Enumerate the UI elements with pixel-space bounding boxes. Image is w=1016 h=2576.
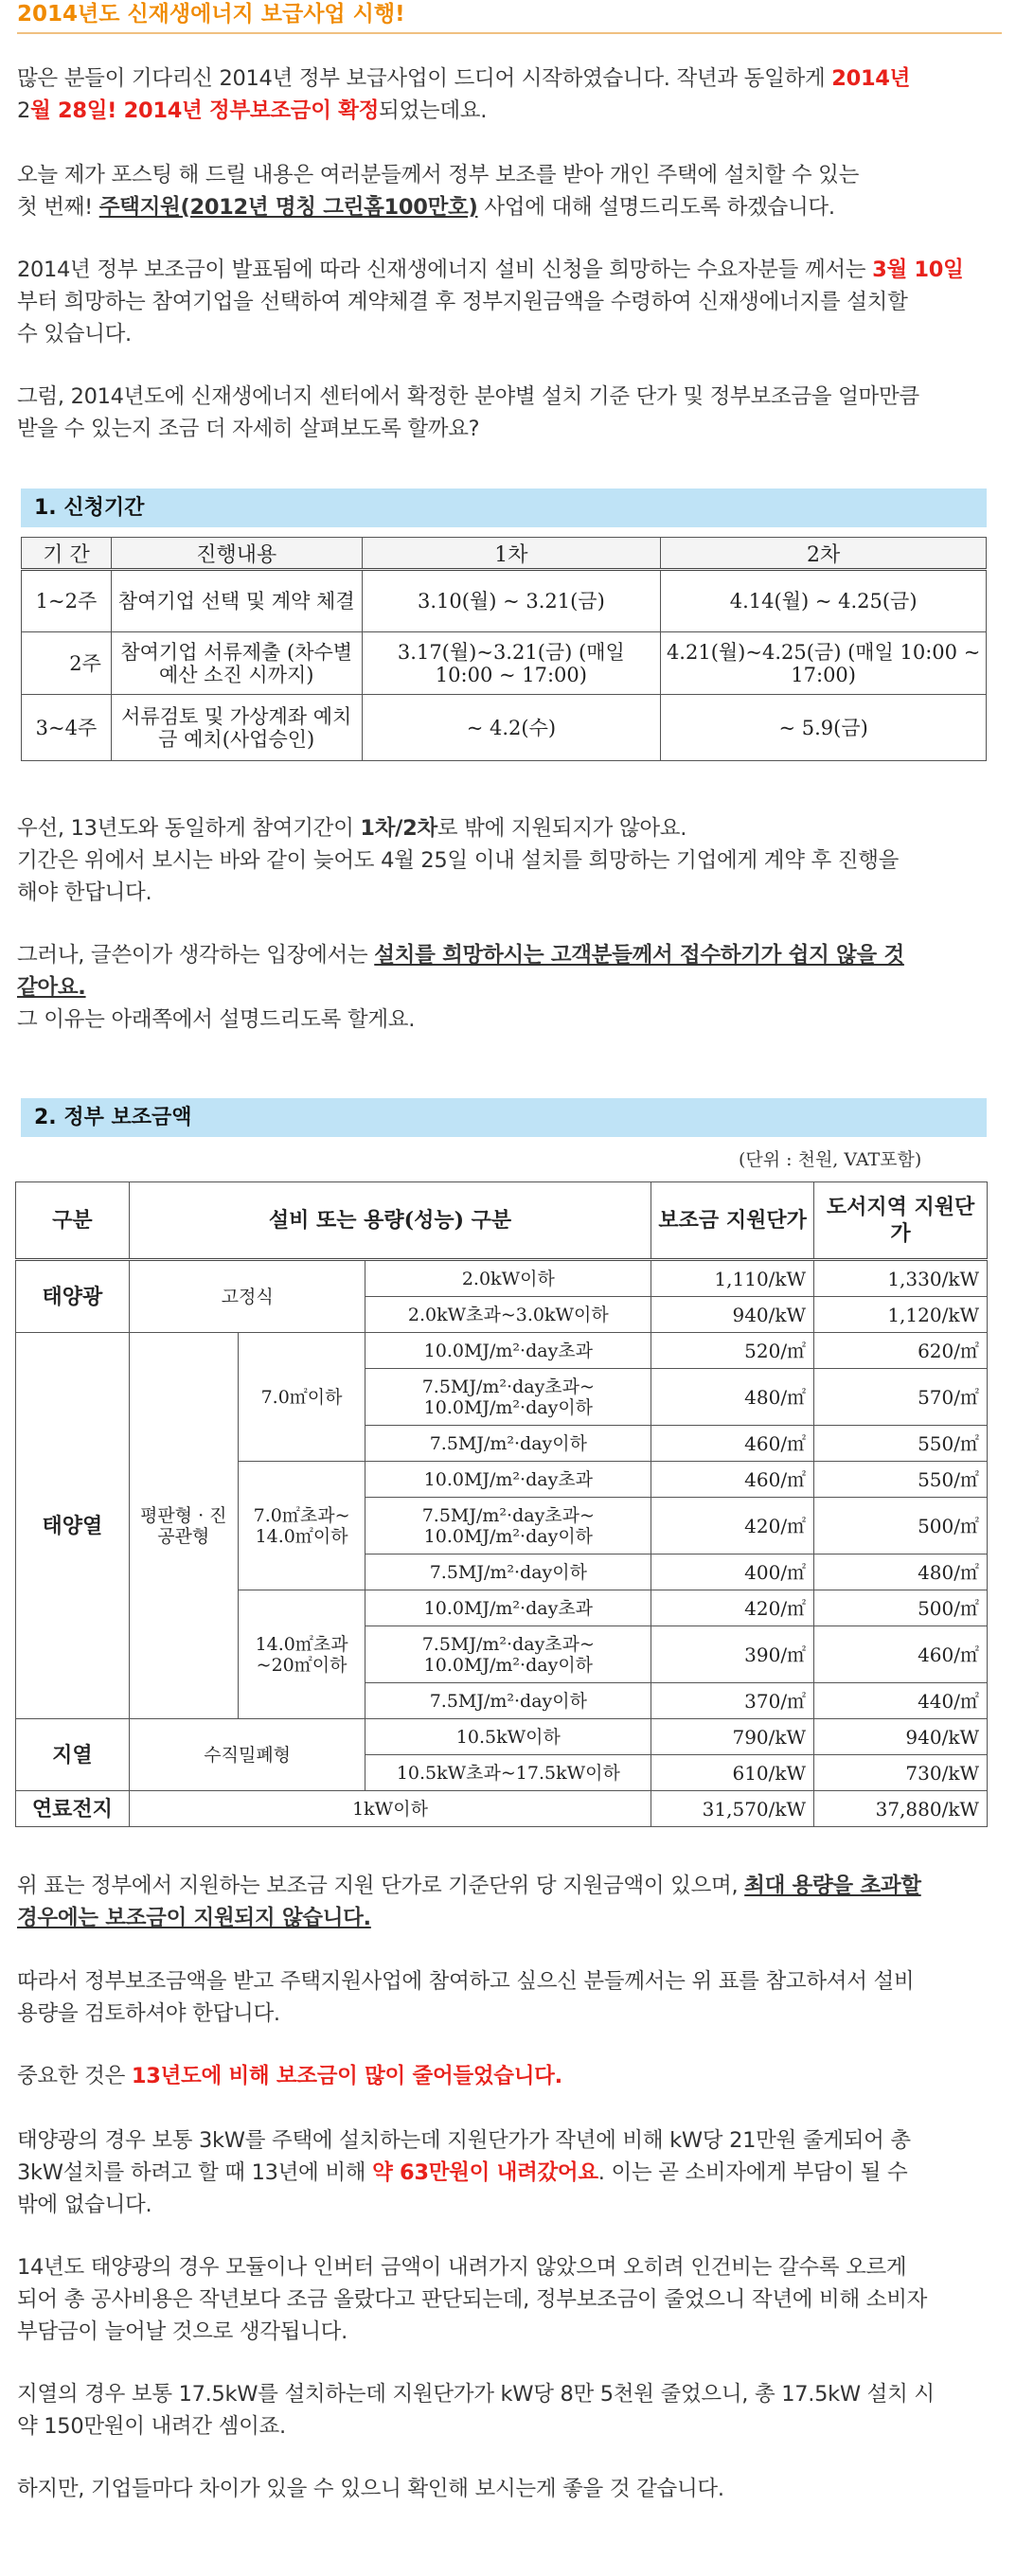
price-cell: 370/㎡ [651, 1683, 814, 1719]
table-row [22, 695, 987, 761]
area-cell: 7.0㎡초과~ 14.0㎡이하 [238, 1462, 365, 1590]
text: 첫 번째! [17, 195, 99, 220]
col-header: 보조금 지원단가 [651, 1182, 814, 1260]
capacity-cell: 7.5MJ/m²·day이하 [365, 1554, 651, 1590]
text: 사업에 대해 설명드리도록 하겠습니다. [477, 195, 835, 220]
content-cell: 서류검토 및 가상계좌 예치금 예치(사업승인) [111, 695, 362, 761]
category-cell: 연료전지 [16, 1791, 130, 1827]
text: 되었는데요. [379, 98, 488, 123]
island-price-cell: 570/㎡ [814, 1369, 988, 1426]
island-price-cell: 730/kW [814, 1755, 988, 1791]
text: 부터 희망하는 참여기업을 선택하여 계약체결 후 정부지원금액을 수령하여 신재생에너지를 설치할 [17, 290, 908, 314]
price-cell: 790/kW [651, 1719, 814, 1755]
price-cell: 400/㎡ [651, 1554, 814, 1590]
island-price-cell: 480/㎡ [814, 1554, 988, 1590]
intro-paragraph-2 [17, 159, 997, 223]
category-cell: 지열 [16, 1719, 130, 1791]
price-cell: 520/㎡ [651, 1333, 814, 1369]
post-title: 2014년도 신재생에너지 보급사업 시행! [17, 0, 1002, 34]
highlight-text: 3월 10일 [872, 258, 964, 282]
text: 용량을 검토하셔야 한답니다. [17, 2001, 280, 2026]
capacity-cell: 7.5MJ/m²·day이하 [365, 1683, 651, 1719]
table-header-row [16, 1182, 988, 1260]
capacity-cell: 7.5MJ/m²·day초과~ 10.0MJ/m²·day이하 [365, 1498, 651, 1554]
text: 로 밖에 지원되지가 않아요. [437, 816, 687, 841]
text: 14년도 태양광의 경우 모듈이나 인버터 금액이 내려가지 않았으며 오히려 인건비는 갈수록 오르게 [17, 2255, 907, 2280]
period-cell: 1~2주 [22, 570, 112, 632]
text: 중요한 것은 [17, 2064, 132, 2088]
text: 그럼, 2014년도에 신재생에너지 센터에서 확정한 분야별 설치 기준 단가 및 정부보조금을 얼마만큼 [17, 384, 919, 409]
text: 2 [17, 98, 31, 123]
island-price-cell: 37,880/kW [814, 1791, 988, 1827]
period-paragraph-1 [17, 812, 997, 909]
text: 우선, 13년도와 동일하게 참여기간이 [17, 816, 361, 841]
col-header: 기 간 [22, 538, 112, 570]
underlined-text: 설치를 희망하시는 고객분들께서 접수하기가 쉽지 않을 것 [374, 943, 904, 968]
highlight-text: 월 28일! 2014년 정부보조금이 확정 [30, 98, 380, 123]
intro-paragraph-3 [17, 254, 997, 350]
island-price-cell: 550/㎡ [814, 1462, 988, 1498]
second-round-cell: 4.21(월)~4.25(금) (매일 10:00 ~ 17:00) [661, 632, 987, 695]
type-cell: 수직밀폐형 [129, 1719, 365, 1791]
subsidy-paragraph-6 [17, 2378, 997, 2443]
intro-paragraph-1 [17, 62, 997, 127]
underlined-text: 경우에는 보조금이 지원되지 않습니다. [17, 1906, 371, 1930]
text: 따라서 정부보조금액을 받고 주택지원사업에 참여하고 싶으신 분들께서는 위 표를 참고하셔서 설비 [17, 1969, 915, 1994]
period-cell: 3~4주 [22, 695, 112, 761]
capacity-cell: 2.0kW이하 [365, 1260, 651, 1297]
island-price-cell: 440/㎡ [814, 1683, 988, 1719]
table-row [16, 1719, 988, 1755]
capacity-cell: 10.5kW이하 [365, 1719, 651, 1755]
period-cell: 2주 [22, 632, 112, 695]
text: 되어 총 공사비용은 작년보다 조금 올랐다고 판단되는데, 정부보조금이 줄었으니 작년에 비해 소비자 [17, 2287, 928, 2312]
price-cell: 1,110/kW [651, 1260, 814, 1297]
capacity-cell: 2.0kW초과~3.0kW이하 [365, 1297, 651, 1333]
highlight-text: 약 63만원이 내려갔어요 [372, 2160, 598, 2185]
text: 하지만, 기업들마다 차이가 있을 수 있으니 확인해 보시는게 좋을 것 같습니다. [17, 2477, 724, 2501]
subsidy-paragraph-1 [17, 1870, 997, 1934]
price-cell: 31,570/kW [651, 1791, 814, 1827]
period-paragraph-2 [17, 939, 997, 1036]
capacity-cell: 10.0MJ/m²·day초과 [365, 1590, 651, 1626]
second-round-cell: ~ 5.9(금) [661, 695, 987, 761]
section-heading-subsidy: 2. 정부 보조금액 [21, 1098, 987, 1137]
subsidy-paragraph-2 [17, 1965, 997, 2030]
category-cell: 태양광 [16, 1260, 130, 1333]
island-price-cell: 940/kW [814, 1719, 988, 1755]
subsidy-paragraph-7 [17, 2473, 997, 2505]
island-price-cell: 1,330/kW [814, 1260, 988, 1297]
second-round-cell: 4.14(월) ~ 4.25(금) [661, 570, 987, 632]
first-round-cell: ~ 4.2(수) [362, 695, 661, 761]
text: 그 이유는 아래쪽에서 설명드리도록 할게요. [17, 1007, 416, 1032]
underlined-text: 주택지원(2012년 명칭 그린홈100만호) [98, 195, 478, 220]
subsidy-paragraph-5 [17, 2251, 997, 2348]
price-cell: 460/㎡ [651, 1462, 814, 1498]
table-header-row [22, 538, 987, 570]
unit-note: (단위 : 천원, VAT포함) [739, 1149, 922, 1170]
category-cell: 태양열 [16, 1333, 130, 1719]
table-row [16, 1791, 988, 1827]
price-cell: 480/㎡ [651, 1369, 814, 1426]
text: 많은 분들이 기다리신 2014년 정부 보급사업이 드디어 시작하였습니다. 작년과 동일하게 [17, 66, 832, 91]
content-cell: 참여기업 서류제출 (차수별 예산 소진 시까지) [111, 632, 362, 695]
col-header: 설비 또는 용량(성능) 구분 [129, 1182, 651, 1260]
capacity-cell: 7.5MJ/m²·day초과~ 10.0MJ/m²·day이하 [365, 1626, 651, 1683]
area-cell: 14.0㎡초과 ~20㎡이하 [238, 1590, 365, 1719]
section-heading-period: 1. 신청기간 [21, 489, 987, 527]
text: 약 150만원이 내려간 셈이죠. [17, 2414, 286, 2439]
price-cell: 940/kW [651, 1297, 814, 1333]
text: 해야 한답니다. [17, 880, 152, 905]
capacity-cell: 7.5MJ/m²·day초과~ 10.0MJ/m²·day이하 [365, 1369, 651, 1426]
bold-text: 1차/2차 [360, 816, 437, 841]
text: 수 있습니다. [17, 322, 132, 346]
text: 2014년 정부 보조금이 발표됨에 따라 신재생에너지 설비 신청을 희망하는 수요자분들 께서는 [17, 258, 873, 282]
island-price-cell: 550/㎡ [814, 1426, 988, 1462]
text: . 이는 곧 소비자에게 부담이 될 수 [597, 2160, 908, 2185]
island-price-cell: 500/㎡ [814, 1498, 988, 1554]
capacity-cell: 1kW이하 [129, 1791, 651, 1827]
capacity-cell: 10.0MJ/m²·day초과 [365, 1462, 651, 1498]
text: 밖에 없습니다. [17, 2193, 152, 2217]
price-cell: 420/㎡ [651, 1498, 814, 1554]
text: 태양광의 경우 보통 3kW를 주택에 설치하는데 지원단가가 작년에 비해 kW당 21만원 줄게되어 총 [17, 2128, 911, 2153]
price-cell: 610/kW [651, 1755, 814, 1791]
first-round-cell: 3.17(월)~3.21(금) (매일 10:00 ~ 17:00) [362, 632, 661, 695]
table-row [16, 1333, 988, 1369]
content-cell: 참여기업 선택 및 계약 체결 [111, 570, 362, 632]
text: 3kW설치를 하려고 할 때 13년에 비해 [17, 2160, 373, 2185]
intro-paragraph-4 [17, 381, 997, 445]
table-row [22, 570, 987, 632]
text: 기간은 위에서 보시는 바와 같이 늦어도 4월 25일 이내 설치를 희망하는 기업에게 계약 후 진행을 [17, 848, 900, 873]
type-cell: 평판형 · 진공관형 [129, 1333, 238, 1719]
text: 오늘 제가 포스팅 해 드릴 내용은 여러분들께서 정부 보조를 받아 개인 주택에 설치할 수 있는 [17, 163, 860, 187]
underlined-text: 최대 용량을 초과할 [744, 1874, 921, 1898]
highlight-text: 2014년 [831, 66, 911, 91]
subsidy-table [15, 1181, 988, 1827]
subsidy-paragraph-4 [17, 2124, 997, 2221]
first-round-cell: 3.10(월) ~ 3.21(금) [362, 570, 661, 632]
price-cell: 420/㎡ [651, 1590, 814, 1626]
capacity-cell: 10.0MJ/m²·day초과 [365, 1333, 651, 1369]
underlined-text: 같아요. [17, 975, 86, 1000]
col-header: 2차 [661, 538, 987, 570]
text: 그러나, 글쓴이가 생각하는 입장에서는 [17, 943, 375, 968]
type-cell: 고정식 [129, 1260, 365, 1333]
island-price-cell: 1,120/kW [814, 1297, 988, 1333]
col-header: 도서지역 지원단가 [814, 1182, 988, 1260]
highlight-text: 13년도에 비해 보조금이 많이 줄어들었습니다. [131, 2064, 562, 2088]
island-price-cell: 620/㎡ [814, 1333, 988, 1369]
table-row [22, 632, 987, 695]
text: 부담금이 늘어날 것으로 생각됩니다. [17, 2319, 348, 2344]
capacity-cell: 10.5kW초과~17.5kW이하 [365, 1755, 651, 1791]
subsidy-paragraph-3 [17, 2060, 997, 2092]
island-price-cell: 500/㎡ [814, 1590, 988, 1626]
price-cell: 460/㎡ [651, 1426, 814, 1462]
island-price-cell: 460/㎡ [814, 1626, 988, 1683]
period-table [21, 537, 987, 761]
table-row [16, 1260, 988, 1297]
col-header: 진행내용 [111, 538, 362, 570]
text: 지열의 경우 보통 17.5kW를 설치하는데 지원단가가 kW당 8만 5천원 줄었으니, 총 17.5kW 설치 시 [17, 2382, 935, 2407]
text: 받을 수 있는지 조금 더 자세히 살펴보도록 할까요? [17, 417, 480, 441]
price-cell: 390/㎡ [651, 1626, 814, 1683]
area-cell: 7.0㎡이하 [238, 1333, 365, 1462]
text: 위 표는 정부에서 지원하는 보조금 지원 단가로 기준단위 당 지원금액이 있으며, [17, 1874, 745, 1898]
col-header: 1차 [362, 538, 661, 570]
capacity-cell: 7.5MJ/m²·day이하 [365, 1426, 651, 1462]
col-header: 구분 [16, 1182, 130, 1260]
